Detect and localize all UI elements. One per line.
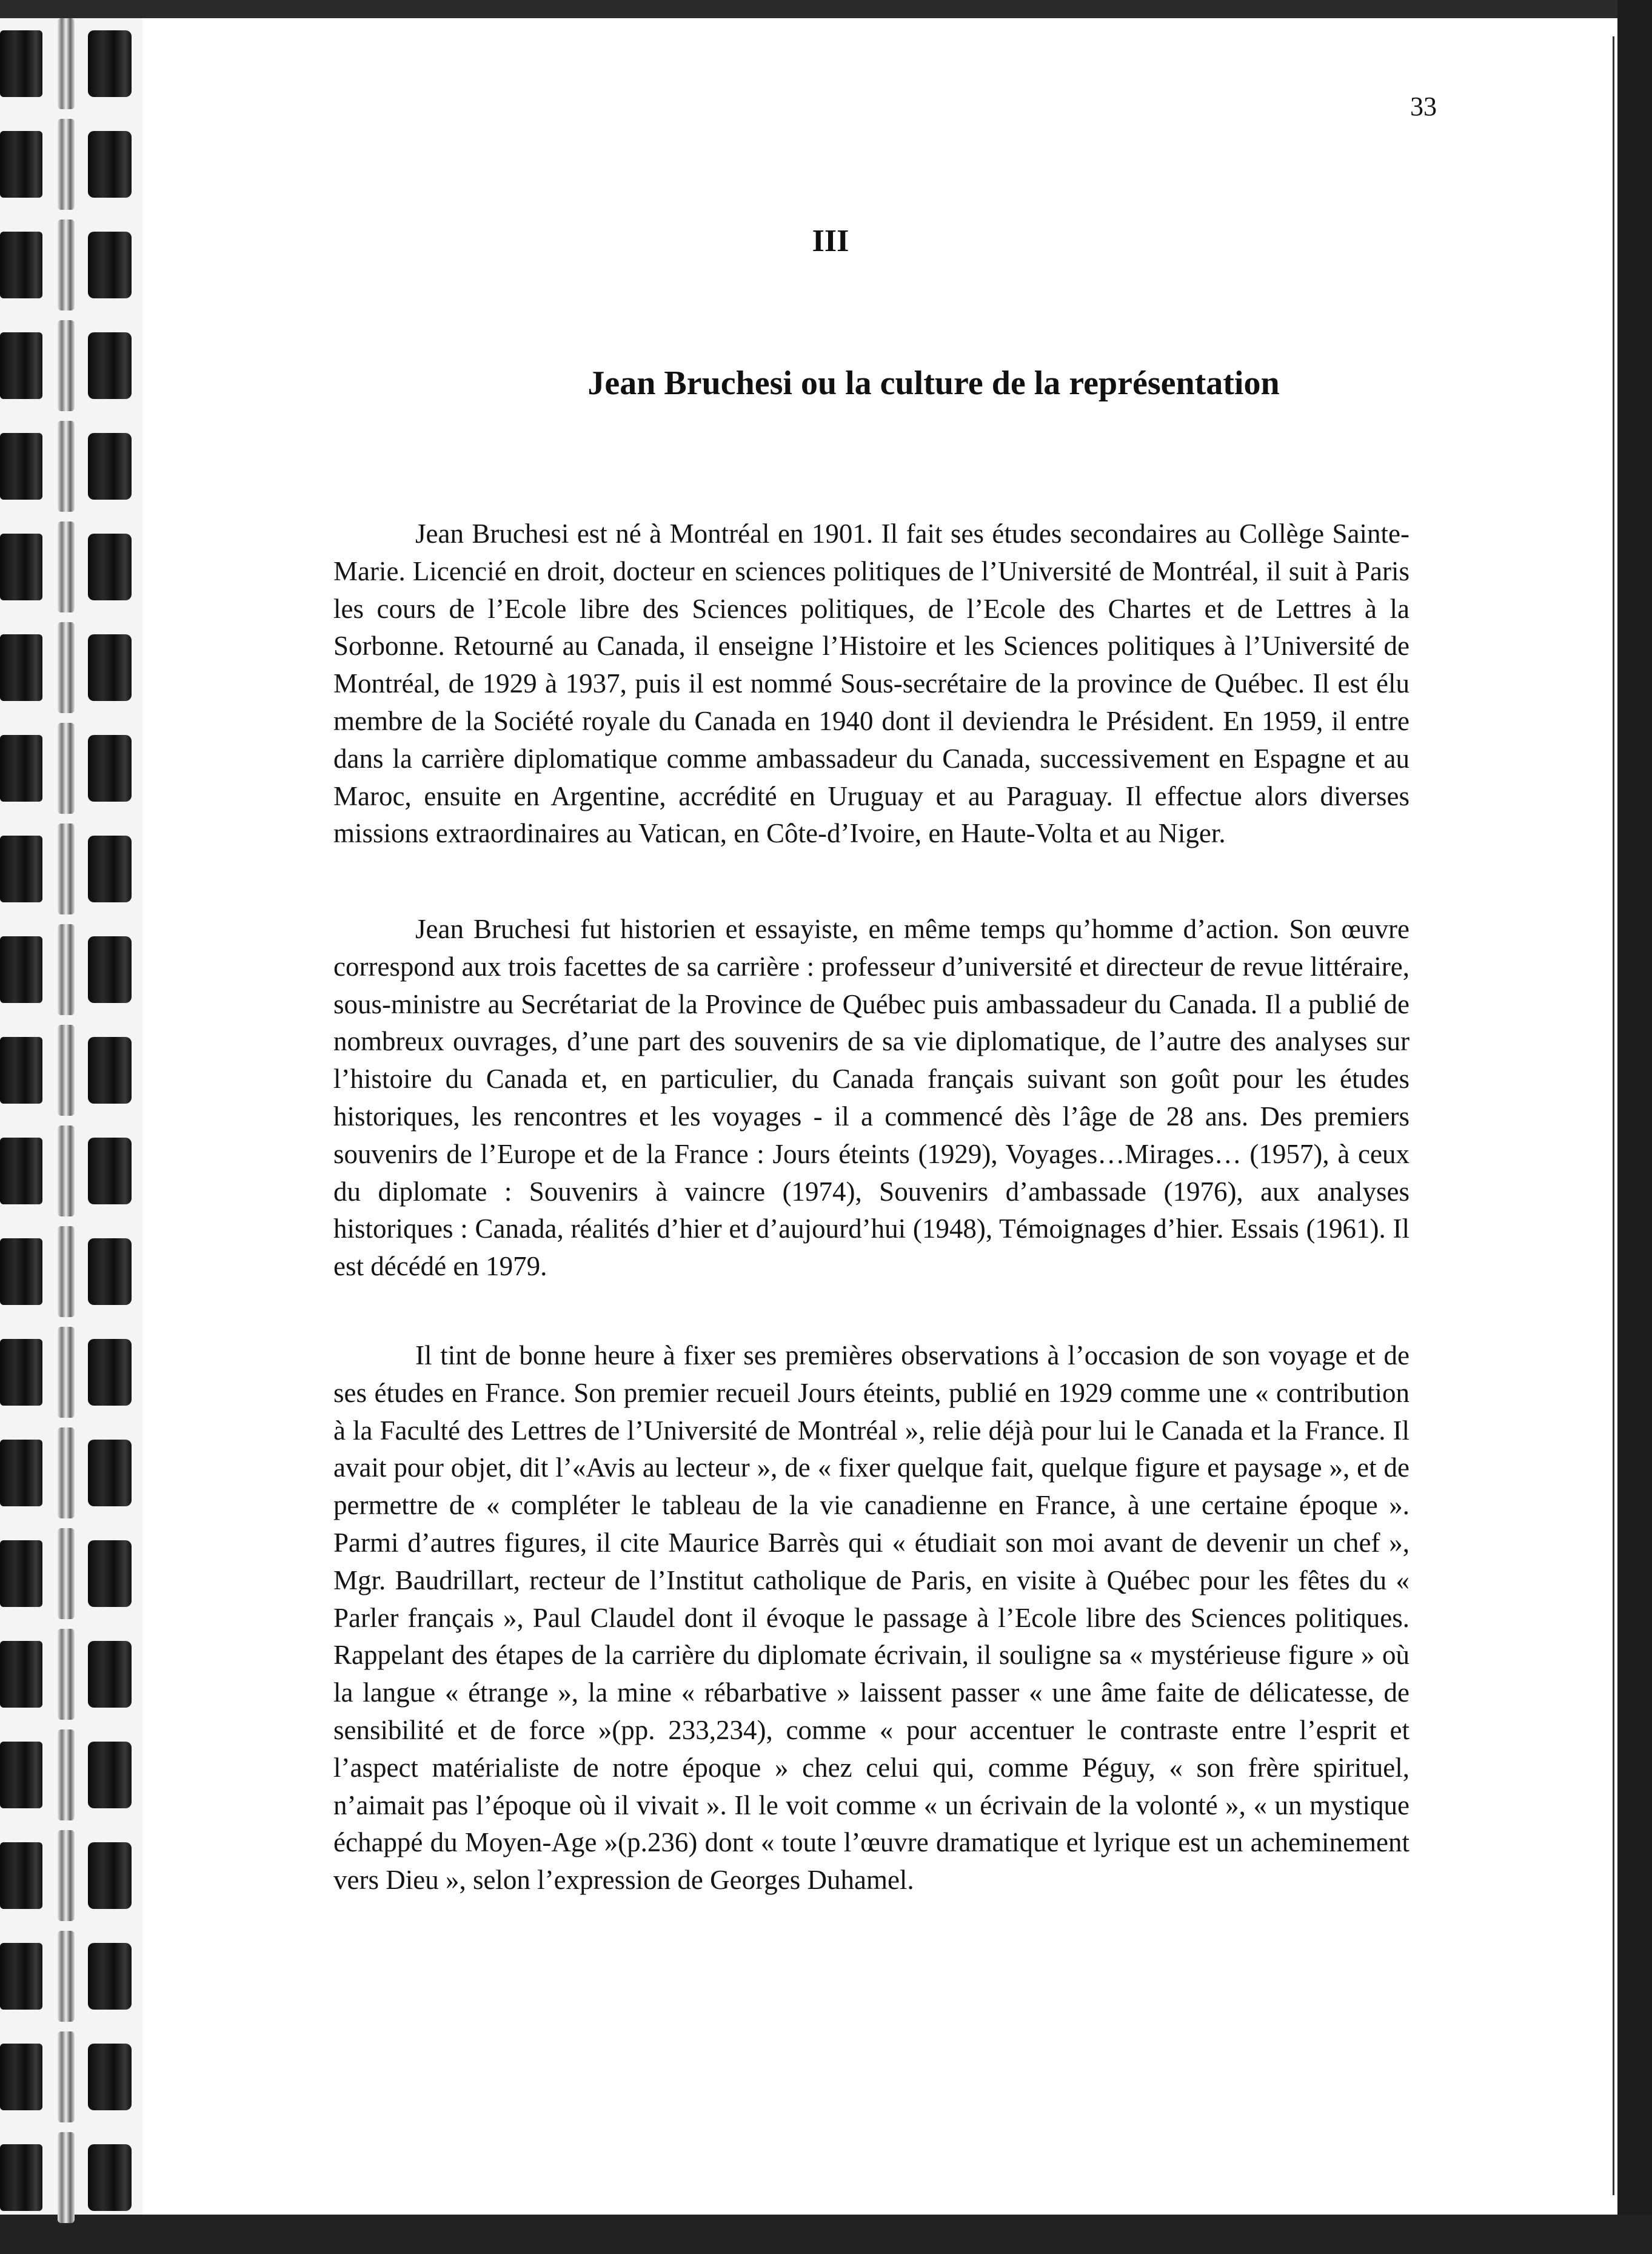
paragraph-text: Jean Bruchesi est né à Montréal en 1901. Il fait ses études secondaires au Collège Sainte-Marie. Licencié en droit, docteur en sciences politiques de l’Université de Montréal, il suit à Paris les cours de l’Ecole libre des Sciences politiques, de l’Ecole des Chartes et de Lettres à la Sorbonne. Retourné au Canada, il enseigne l’Histoire et les Sciences politiques à l’Université de Montréal, de 1929 à 1937, puis il est nommé Sous-secrétaire de la province de Québec. Il est élu membre de la Société royale du Canada en 1940 dont il deviendra le Président. En 1959, il entre dans la carrière diplomatique comme ambassadeur du Canada, successivement en Espagne et au Maroc, ensuite en Argentine, accrédité en Uruguay et au Paraguay. Il effectue alors diverses missions extraordinaires au Vatican, en Côte-d’Ivoire, en Haute-Volta et au Niger.: [333, 518, 1410, 849]
binding-ring: [88, 232, 132, 298]
binding-ring: [58, 1528, 75, 1619]
binding-ring: [0, 1339, 42, 1406]
binding-ring: [0, 1842, 42, 1909]
binding-ring: [58, 18, 75, 109]
binding-ring: [58, 522, 75, 612]
binding-ring: [88, 1138, 132, 1204]
binding-ring: [58, 1830, 75, 1921]
binding-ring: [88, 735, 132, 802]
binding-ring: [58, 2031, 75, 2122]
binding-ring: [0, 1943, 42, 2010]
binding-ring: [58, 320, 75, 411]
binding-ring: [0, 2044, 42, 2110]
binding-ring: [88, 433, 132, 500]
binding-ring: [58, 1025, 75, 1116]
paragraph-text: Jean Bruchesi fut historien et essayiste, en même temps qu’homme d’action. Son œuvre correspond aux trois facettes de sa carrière : professeur d’université et directeur de revue littéraire, sous-ministre au Secrétariat de la Province de Québec puis ambassadeur du Canada. Il a publié de nombreux ouvrages, d’une part des souvenirs de sa vie diplomatique, de l’autre des analyses sur l’histoire du Canada et, en particulier, du Canada français suivant son goût pour les études historiques, les rencontres et les voyages - il a commencé dès l’âge de 28 ans. Des premiers souvenirs de l’Europe et de la France : Jours éteints (1929), Voyages…Mirages… (1957), à ceux du diplomate : Souvenirs à vaincre (1974), Souvenirs d’ambassade (1976), aux analyses historiques : Canada, réalités d’hier et d’aujourd’hui (1948), Témoignages d’hier. Essais (1961). Il est décédé en 1979.: [333, 914, 1410, 1282]
binding-ring: [0, 131, 42, 198]
page-number: 33: [1410, 92, 1437, 121]
scan-edge-bottom: [0, 2215, 1652, 2254]
binding-ring: [88, 534, 132, 600]
binding-ring: [88, 634, 132, 701]
binding-ring: [0, 936, 42, 1003]
binding-ring: [0, 433, 42, 500]
binding-ring: [88, 1842, 132, 1909]
binding-ring: [0, 332, 42, 399]
binding-ring: [88, 936, 132, 1003]
scan-edge-right: [1617, 0, 1652, 2254]
binding-ring: [58, 622, 75, 713]
binding-ring: [88, 2044, 132, 2110]
binding-ring: [58, 1931, 75, 2022]
binding-ring: [88, 1238, 132, 1305]
binding-ring: [0, 735, 42, 802]
binding-ring: [0, 232, 42, 298]
scan-edge-top: [0, 0, 1652, 18]
binding-ring: [88, 1037, 132, 1104]
binding-ring: [88, 332, 132, 399]
binding-ring: [58, 1629, 75, 1720]
binding-ring: [88, 131, 132, 198]
binding-ring: [58, 1729, 75, 1820]
binding-ring: [88, 1440, 132, 1506]
binding-ring: [58, 723, 75, 814]
binding-ring: [58, 220, 75, 310]
binding-ring: [58, 1226, 75, 1317]
section-number: III: [812, 224, 849, 258]
binding-ring: [58, 924, 75, 1015]
binding-ring: [0, 634, 42, 701]
binding-ring: [58, 1327, 75, 1418]
binding-ring: [0, 1037, 42, 1104]
binding-ring: [0, 2144, 42, 2211]
page-edge-line: [1613, 36, 1614, 2195]
spiral-binding: [0, 18, 142, 2215]
binding-ring: [0, 1742, 42, 1808]
binding-ring: [88, 1339, 132, 1406]
binding-ring: [88, 30, 132, 97]
binding-ring: [88, 1943, 132, 2010]
binding-ring: [88, 1742, 132, 1808]
binding-ring: [58, 2132, 75, 2223]
binding-ring: [0, 836, 42, 902]
binding-ring: [88, 836, 132, 902]
binding-ring: [58, 1125, 75, 1216]
body-paragraph-3: [333, 1337, 1410, 1899]
body-paragraph-1: [333, 515, 1410, 853]
binding-ring: [0, 1540, 42, 1607]
chapter-title: Jean Bruchesi ou la culture de la représentation: [587, 364, 1280, 402]
binding-ring: [88, 2144, 132, 2211]
binding-ring: [0, 534, 42, 600]
binding-ring: [0, 1138, 42, 1204]
binding-ring: [0, 1641, 42, 1708]
paragraph-text: Il tint de bonne heure à fixer ses premières observations à l’occasion de son voyage et de ses études en France. Son premier recueil Jours éteints, publié en 1929 comme une « contribution à la Faculté des Lettres de l’Université de Montréal », relie déjà pour lui le Canada et la France. Il avait pour objet, dit l’«Avis au lecteur », de « fixer quelque fait, quelque figure et paysage », et de permettre de « compléter le tableau de la vie canadienne en France, à une certaine époque ». Parmi d’autres figures, il cite Maurice Barrès qui « étudiait son moi avant de devenir un chef », Mgr. Baudrillart, recteur de l’Institut catholique de Paris, en visite à Québec pour les fêtes du « Parler français », Paul Claudel dont il évoque le passage à l’Ecole libre des Sciences politiques. Rappelant des étapes de la carrière du diplomate écrivain, il souligne sa « mystérieuse figure » où la langue « étrange », la mine « rébarbative » laissent passer « une âme faite de délicatesse, de sensibilité et de force »(pp. 233,234), comme « pour accentuer le contraste entre l’esprit et l’aspect matérialiste de notre époque » chez celui qui, comme Péguy, « son frère spirituel, n’aimait pas l’époque où il vivait ». Il le voit comme « un écrivain de la volonté », « un mystique échappé du Moyen-Age »(p.236) dont « toute l’œuvre dramatique et lyrique est un acheminement vers Dieu », selon l’expression de Georges Duhamel.: [333, 1340, 1410, 1896]
binding-ring: [58, 1427, 75, 1518]
binding-ring: [88, 1641, 132, 1708]
binding-ring: [58, 823, 75, 914]
binding-ring: [0, 1238, 42, 1305]
body-paragraph-2: [333, 911, 1410, 1286]
binding-ring: [58, 421, 75, 512]
binding-ring: [88, 1540, 132, 1607]
binding-ring: [0, 1440, 42, 1506]
binding-ring: [58, 119, 75, 210]
binding-ring: [0, 30, 42, 97]
